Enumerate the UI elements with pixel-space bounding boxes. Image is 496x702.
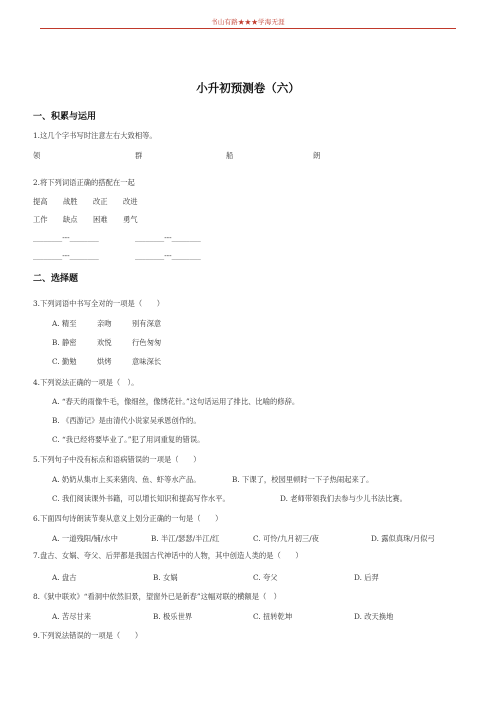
q1-char: 朗 bbox=[313, 151, 321, 160]
q4-option-c: C. “我已经将要毕业了。”犯了用词重复的错误。 bbox=[52, 435, 205, 444]
q6-option-a: A. 一道残阳/铺/水中 bbox=[52, 534, 118, 543]
question-9-stem: 9.下列说法错误的一项是（ ） bbox=[33, 631, 143, 640]
q5-option-a: A. 奶奶从集市上买来猪肉、鱼、虾等水产品。 bbox=[52, 475, 201, 484]
q2-word: 提高 bbox=[33, 197, 48, 206]
q2-word: 勇气 bbox=[123, 215, 138, 224]
question-5-stem: 5.下列句子中没有标点和语病错误的一项是（ ） bbox=[33, 455, 201, 464]
page-header: 书山有路★★★学海无涯 bbox=[211, 18, 285, 26]
page-title: 小升初预测卷（六） bbox=[196, 81, 300, 95]
answer-blank[interactable]: ________---________ bbox=[135, 233, 201, 242]
q2-word: 困难 bbox=[93, 215, 108, 224]
q2-word: 战胜 bbox=[63, 197, 78, 206]
q1-char: 船 bbox=[226, 151, 234, 160]
q3-option-a-word: 别有深意 bbox=[132, 319, 162, 328]
q7-option-a: A. 盘古 bbox=[52, 573, 77, 582]
q8-option-d: D. 改天换地 bbox=[354, 612, 394, 621]
q4-option-a: A. “春天的雨像牛毛，像细丝，像绣花针。”这句话运用了排比、比喻的修辞。 bbox=[52, 397, 300, 406]
question-8-stem: 8.《狱中联欢》“看洞中依然旧景，望窗外已是新春”这幅对联的横额是（ ） bbox=[33, 592, 281, 601]
q7-option-b: B. 女娲 bbox=[153, 573, 178, 582]
question-3-stem: 3.下列词语中书写全对的一项是（ ） bbox=[33, 299, 165, 308]
answer-blank[interactable]: ________---________ bbox=[33, 233, 99, 242]
q8-option-c: C. 扭转乾坤 bbox=[253, 612, 293, 621]
section-heading-1: 一、积累与运用 bbox=[33, 112, 97, 122]
q6-option-d: D. 露似真珠/月似弓 bbox=[371, 534, 435, 543]
q3-option-c-word: 意味深长 bbox=[132, 357, 162, 366]
question-6-stem: 6.下面四句诗朗读节奏从意义上划分正确的一句是（ ） bbox=[33, 514, 223, 523]
q7-option-d: D. 后羿 bbox=[354, 573, 379, 582]
q6-option-c: C. 可怜/九月初三/夜 bbox=[253, 534, 319, 543]
question-7-stem: 7.盘古、女娲、夸父、后羿都是我国古代神话中的人物，其中创造人类的是（ ） bbox=[33, 551, 303, 560]
q3-option-a-word: 亲吻 bbox=[97, 319, 112, 328]
q6-option-b: B. 半江/瑟瑟/半江/红 bbox=[151, 534, 220, 543]
question-1-stem: 1.这几个字书写时注意左右大致相等。 bbox=[33, 131, 157, 140]
q2-word: 改进 bbox=[123, 197, 138, 206]
q3-option-b: B. 静密 bbox=[52, 338, 77, 347]
q5-option-c: C. 我们阅读课外书籍，可以增长知识和提高写作水平。 bbox=[52, 494, 230, 503]
answer-blank[interactable]: ________---________ bbox=[135, 251, 201, 260]
q4-option-b: B. 《西游记》是由清代小说家吴承恩创作的。 bbox=[52, 416, 201, 425]
q1-char: 领 bbox=[33, 151, 41, 160]
q2-word: 缺点 bbox=[63, 215, 78, 224]
q8-option-a: A. 苦尽甘来 bbox=[52, 612, 92, 621]
section-heading-2: 二、选择题 bbox=[33, 274, 79, 284]
q3-option-c-word: 烘烤 bbox=[97, 357, 112, 366]
header-divider bbox=[40, 28, 456, 29]
question-2-stem: 2.将下列词语正确的搭配在一起 bbox=[33, 178, 135, 187]
question-4-stem: 4.下列说法正确的一项是（ ）。 bbox=[33, 378, 139, 387]
q3-option-b-word: 行色匆匆 bbox=[132, 338, 162, 347]
q3-option-a: A. 精至 bbox=[52, 319, 77, 328]
q2-word: 改正 bbox=[93, 197, 108, 206]
q5-option-b: B. 下课了，校园里顿时一下子热闹起来了。 bbox=[232, 475, 374, 484]
q8-option-b: B. 极乐世界 bbox=[153, 612, 193, 621]
q1-char: 群 bbox=[135, 151, 143, 160]
q2-word: 工作 bbox=[33, 215, 48, 224]
answer-blank[interactable]: ________---________ bbox=[33, 251, 99, 260]
q7-option-c: C. 夸父 bbox=[253, 573, 278, 582]
q5-option-d: D. 老师带领我们去参与少儿书法比赛。 bbox=[280, 494, 407, 503]
q3-option-b-word: 欢悦 bbox=[97, 338, 112, 347]
q3-option-c: C. 勤勉 bbox=[52, 357, 77, 366]
